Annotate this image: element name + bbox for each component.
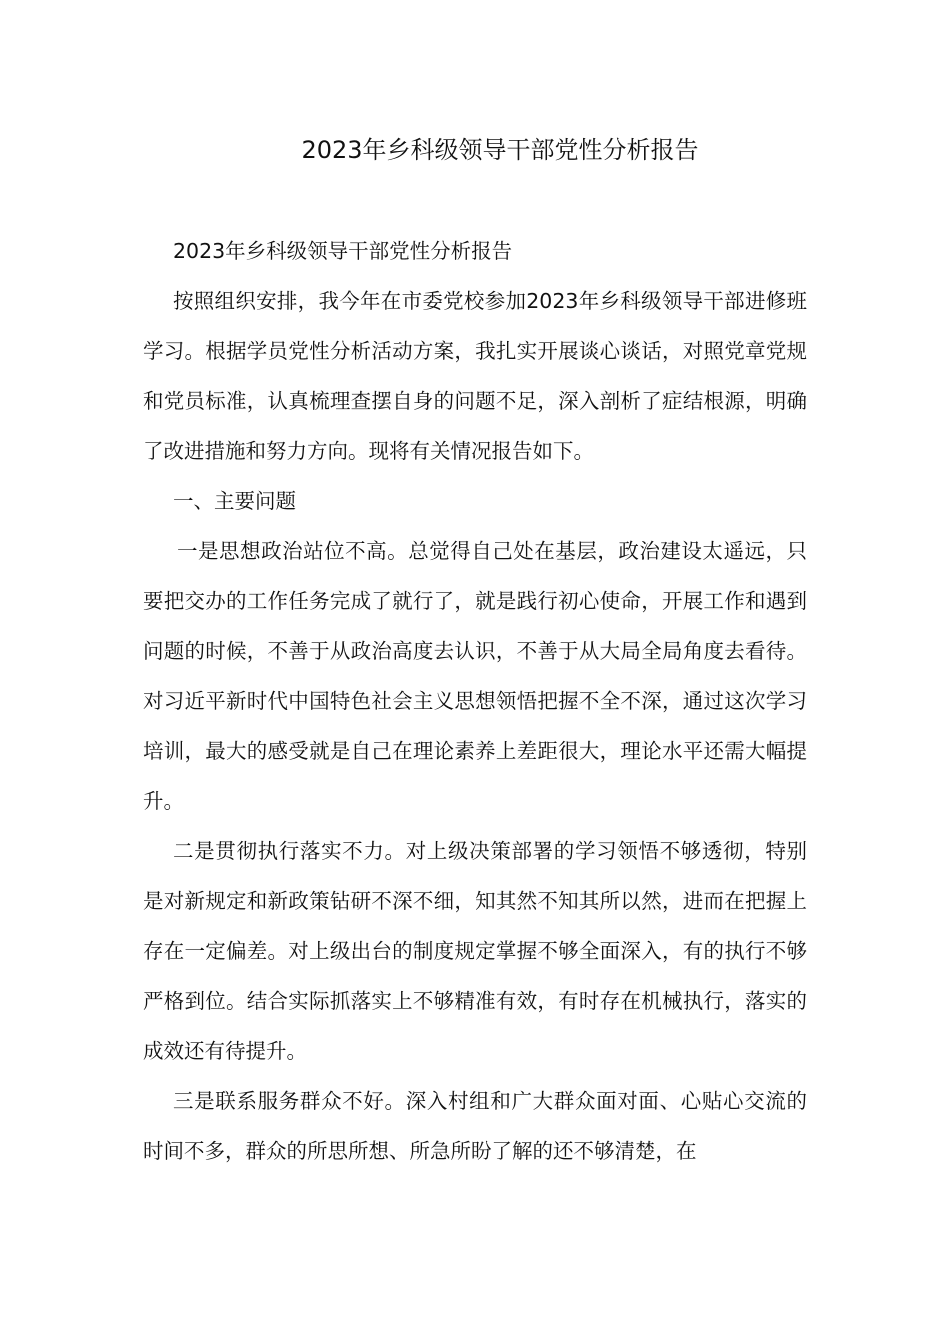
document-body bbox=[143, 226, 807, 1176]
section-heading-main-problems: 一、主要问题 bbox=[173, 489, 296, 513]
paragraph-problem-two: 二是贯彻执行落实不力。对上级决策部署的学习领悟不够透彻，特别是对新规定和新政策钻研不深不细，知其然不知其所以然，进而在把握上存在一定偏差。对上级出台的制度规定掌握不够全面深入，有的执行不够严格到位。结合实际抓落实上不够精准有效，有时存在机械执行，落实的成效还有待提升。 bbox=[143, 839, 807, 1063]
paragraph-subtitle: 2023年乡科级领导干部党性分析报告 bbox=[173, 239, 513, 263]
paragraph-problem-one: 一是思想政治站位不高。总觉得自己处在基层，政治建设太遥远，只要把交办的工作任务完成了就行了，就是践行初心使命，开展工作和遇到问题的时候，不善于从政治高度去认识，不善于从大局全局角度去看待。对习近平新时代中国特色社会主义思想领悟把握不全不深，通过这次学习培训，最大的感受就是自己在理论素养上差距很大，理论水平还需大幅提升。 bbox=[143, 539, 807, 813]
paragraph-problem-three: 三是联系服务群众不好。深入村组和广大群众面对面、心贴心交流的时间不多，群众的所思所想、所急所盼了解的还不够清楚，在 bbox=[143, 1089, 807, 1163]
document-title: 2023年乡科级领导干部党性分析报告 bbox=[301, 136, 699, 164]
paragraph-intro: 按照组织安排，我今年在市委党校参加2023年乡科级领导干部进修班学习。根据学员党性分析活动方案，我扎实开展谈心谈话，对照党章党规和党员标准，认真梳理查摆自身的问题不足，深入剖析了症结根源，明确了改进措施和努力方向。现将有关情况报告如下。 bbox=[143, 289, 807, 463]
